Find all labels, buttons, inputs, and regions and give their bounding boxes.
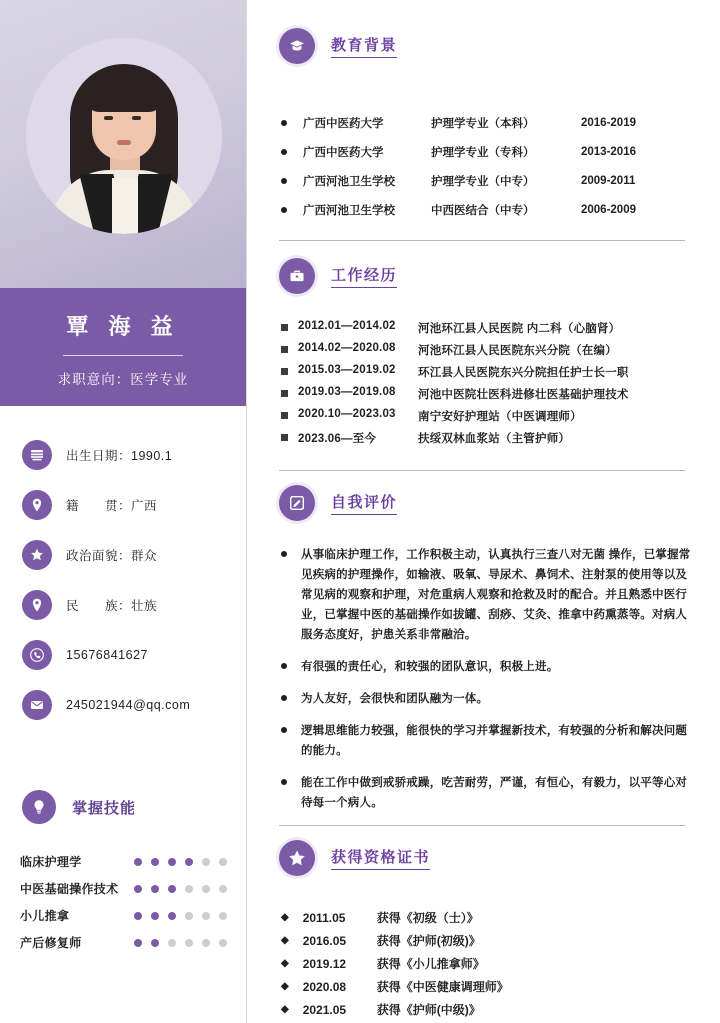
bullet-diamond-icon: ◆: [281, 981, 289, 992]
bullet-dot-icon: [281, 178, 287, 184]
star-badge-icon: [279, 840, 315, 876]
certificates-list: [281, 906, 691, 1021]
skill-name: 临床护理学: [20, 855, 82, 869]
bullet-diamond-icon: ◆: [281, 1004, 289, 1015]
certificate-row: [281, 906, 691, 929]
work-date: 2019.03—2019.08: [298, 386, 396, 398]
star-icon: [22, 540, 52, 570]
skills-header: [22, 790, 136, 824]
ethnicity-icon: [22, 590, 52, 620]
certificate-name: 获得《小儿推拿师》: [376, 957, 485, 971]
evaluation-header: [247, 485, 720, 521]
certificate-row: [281, 929, 691, 952]
certificate-name: 获得《护师(中级)》: [376, 1003, 481, 1017]
skill-row: [20, 848, 236, 875]
evaluation-text: 从事临床护理工作，工作积极主动，认真执行三查八对无菌 操作，已掌握常见疾病的护理操作，如输液、吸氧、导尿术、鼻饲术、注射泵的使用等以及常见病的观察和护理，对危重病人观察和抢救及时的配合。并且熟悉中医行业，已掌握中医的基础操作如拔罐、刮痧、艾灸、推拿中药熏蒸等。对病人服务态度好，护患关系非常融洽。: [301, 549, 691, 641]
certificate-date: 2021.05: [302, 1002, 347, 1017]
skills-title: 掌握技能: [72, 799, 137, 817]
calendar-icon: [22, 440, 52, 470]
bullet-diamond-icon: ◆: [281, 912, 289, 923]
certificate-date: 2020.08: [302, 979, 347, 994]
evaluation-text: 逻辑思维能力较强，能很快的学习并掌握新技术，有较强的分析和解决问题的能力。: [301, 725, 688, 757]
portrait-mouth: [117, 140, 131, 145]
info-label-birthdate: 出生日期：1990.1: [66, 449, 173, 463]
education-row: [281, 195, 691, 224]
work-row: [281, 342, 701, 358]
work-header: [247, 258, 720, 294]
section-rule: [279, 470, 685, 471]
skill-name: 小儿推拿: [20, 909, 70, 923]
info-row-phone[interactable]: [0, 630, 246, 680]
bullet-diamond-icon: ◆: [281, 935, 289, 946]
bullet-dot-icon: [281, 663, 287, 669]
work-date: 2020.10—2023.03: [298, 408, 396, 420]
certificates-header: [247, 840, 720, 876]
education-list: [281, 108, 691, 224]
work-desc: 河池中医院壮医科进修壮医基础护理技术: [418, 389, 629, 401]
briefcase-icon: [279, 258, 315, 294]
info-label-ethnicity: 民 族：壮族: [66, 599, 158, 613]
skill-row: [20, 929, 236, 956]
certificate-name: 获得《初级（士）》: [376, 911, 479, 925]
info-row-ethnicity: [0, 580, 246, 630]
education-school: 广西中医药大学: [303, 117, 384, 130]
work-date: 2012.01—2014.02: [298, 320, 396, 332]
certificate-date: 2016.05: [302, 933, 347, 948]
skill-name: 中医基础操作技术: [20, 882, 119, 896]
bullet-dot-icon: [281, 695, 287, 701]
skill-level-dots: [134, 885, 236, 893]
bullet-diamond-icon: ◆: [281, 958, 289, 969]
certificate-name: 获得《中医健康调理师》: [376, 980, 509, 994]
education-years: 2009-2011: [581, 174, 636, 187]
education-header: [247, 28, 720, 64]
certificate-row: [281, 975, 691, 998]
personal-info-list: [0, 430, 246, 730]
work-desc: 环江县人民医院东兴分院担任护士长一职: [418, 367, 629, 379]
education-years: 2006-2009: [581, 203, 636, 216]
bullet-square-icon: [281, 324, 288, 331]
portrait-hair-front: [86, 68, 162, 112]
right-column: [247, 0, 720, 1023]
education-row: [281, 108, 691, 137]
info-label-phone: 15676841627: [66, 648, 148, 662]
evaluation-text: 能在工作中做到戒骄戒躁，吃苦耐劳，严谨，有恒心，有毅力，以平等心对待每一个病人。: [301, 777, 688, 809]
skill-row: [20, 875, 236, 902]
bullet-square-icon: [281, 434, 288, 441]
bullet-dot-icon: [281, 207, 287, 213]
portrait-eye-right: [132, 116, 141, 120]
info-row-political: [0, 530, 246, 580]
education-school: 广西中医药大学: [303, 146, 384, 159]
work-desc: 河池环江县人民医院 内二科（心脑肾）: [418, 323, 621, 335]
evaluation-item: [281, 721, 691, 761]
evaluation-list: [281, 545, 691, 825]
education-row: [281, 137, 691, 166]
work-row: [281, 430, 701, 446]
bullet-dot-icon: [281, 120, 287, 126]
info-row-hometown: [0, 480, 246, 530]
education-major: 护理学专业（专科）: [431, 146, 535, 159]
work-desc: 扶绥双林血浆站（主管护师）: [418, 433, 571, 445]
info-label-political: 政治面貌：群众: [66, 549, 158, 563]
education-years: 2016-2019: [581, 116, 636, 129]
skill-level-dots: [134, 858, 236, 866]
bulb-icon: [22, 790, 56, 824]
bullet-square-icon: [281, 368, 288, 375]
profile-photo: [26, 38, 222, 234]
skill-row: [20, 902, 236, 929]
evaluation-text: 为人友好，会很快和团队融为一体。: [301, 693, 489, 705]
certificate-date: 2011.05: [302, 910, 346, 925]
info-row-email[interactable]: [0, 680, 246, 730]
bullet-square-icon: [281, 412, 288, 419]
portrait-eye-left: [104, 116, 113, 120]
phone-icon: [22, 640, 52, 670]
work-row: [281, 386, 701, 402]
education-major: 护理学专业（本科）: [431, 117, 535, 130]
work-date: 2015.03—2019.02: [298, 364, 396, 376]
education-title: 教育背景: [331, 34, 397, 58]
evaluation-item: [281, 545, 691, 645]
education-years: 2013-2016: [581, 145, 636, 158]
section-rule: [279, 825, 685, 826]
edit-icon: [279, 485, 315, 521]
work-title: 工作经历: [331, 264, 397, 288]
section-rule: [279, 240, 685, 241]
evaluation-item: [281, 657, 691, 677]
name-band: [0, 288, 246, 406]
education-major: 护理学专业（中专）: [431, 175, 535, 188]
bullet-square-icon: [281, 390, 288, 397]
bullet-square-icon: [281, 346, 288, 353]
evaluation-item: [281, 689, 691, 709]
work-row: [281, 320, 701, 336]
mail-icon: [22, 690, 52, 720]
education-school: 广西河池卫生学校: [303, 204, 395, 217]
job-objective: 求职意向：医学专业: [57, 372, 189, 387]
evaluation-title: 自我评价: [331, 491, 397, 515]
bullet-dot-icon: [281, 149, 287, 155]
bullet-dot-icon: [281, 727, 287, 733]
work-desc: 南宁安好护理站（中医调理师）: [418, 411, 582, 423]
work-row: [281, 364, 701, 380]
skill-level-dots: [134, 939, 236, 947]
section-education: [247, 28, 720, 217]
evaluation-text: 有很强的责任心，和较强的团队意识，积极上进。: [301, 661, 559, 673]
section-work: [247, 258, 720, 445]
left-column: [0, 0, 246, 1023]
graduation-icon: [279, 28, 315, 64]
skill-list: [20, 848, 236, 956]
section-evaluation: [247, 485, 720, 809]
section-certificates: [247, 840, 720, 1017]
skill-level-dots: [134, 912, 236, 920]
certificate-name: 获得《护师(初级)》: [376, 934, 481, 948]
info-row-birthdate: [0, 430, 246, 480]
work-date: 2014.02—2020.08: [298, 342, 396, 354]
education-row: [281, 166, 691, 195]
work-list: [281, 320, 701, 452]
info-label-email: 245021944@qq.com: [66, 698, 191, 712]
name-divider: [63, 355, 183, 356]
education-major: 中西医结合（中专）: [431, 204, 535, 217]
evaluation-item: [281, 773, 691, 813]
work-row: [281, 408, 701, 424]
certificate-row: [281, 998, 691, 1021]
skill-name: 产后修复师: [20, 936, 82, 950]
bullet-dot-icon: [281, 779, 287, 785]
work-desc: 河池环江县人民医院东兴分院（在编）: [418, 345, 617, 357]
bullet-dot-icon: [281, 551, 287, 557]
certificates-title: 获得资格证书: [331, 846, 430, 870]
portrait-chest: [112, 178, 138, 234]
candidate-name: 覃 海 益: [66, 314, 180, 339]
info-label-hometown: 籍 贯：广西: [66, 499, 158, 513]
certificate-row: [281, 952, 691, 975]
location-icon: [22, 490, 52, 520]
work-date: 2023.06—至今: [298, 433, 377, 445]
education-school: 广西河池卫生学校: [303, 175, 395, 188]
certificate-date: 2019.12: [302, 956, 347, 971]
photo-panel: [0, 0, 246, 288]
